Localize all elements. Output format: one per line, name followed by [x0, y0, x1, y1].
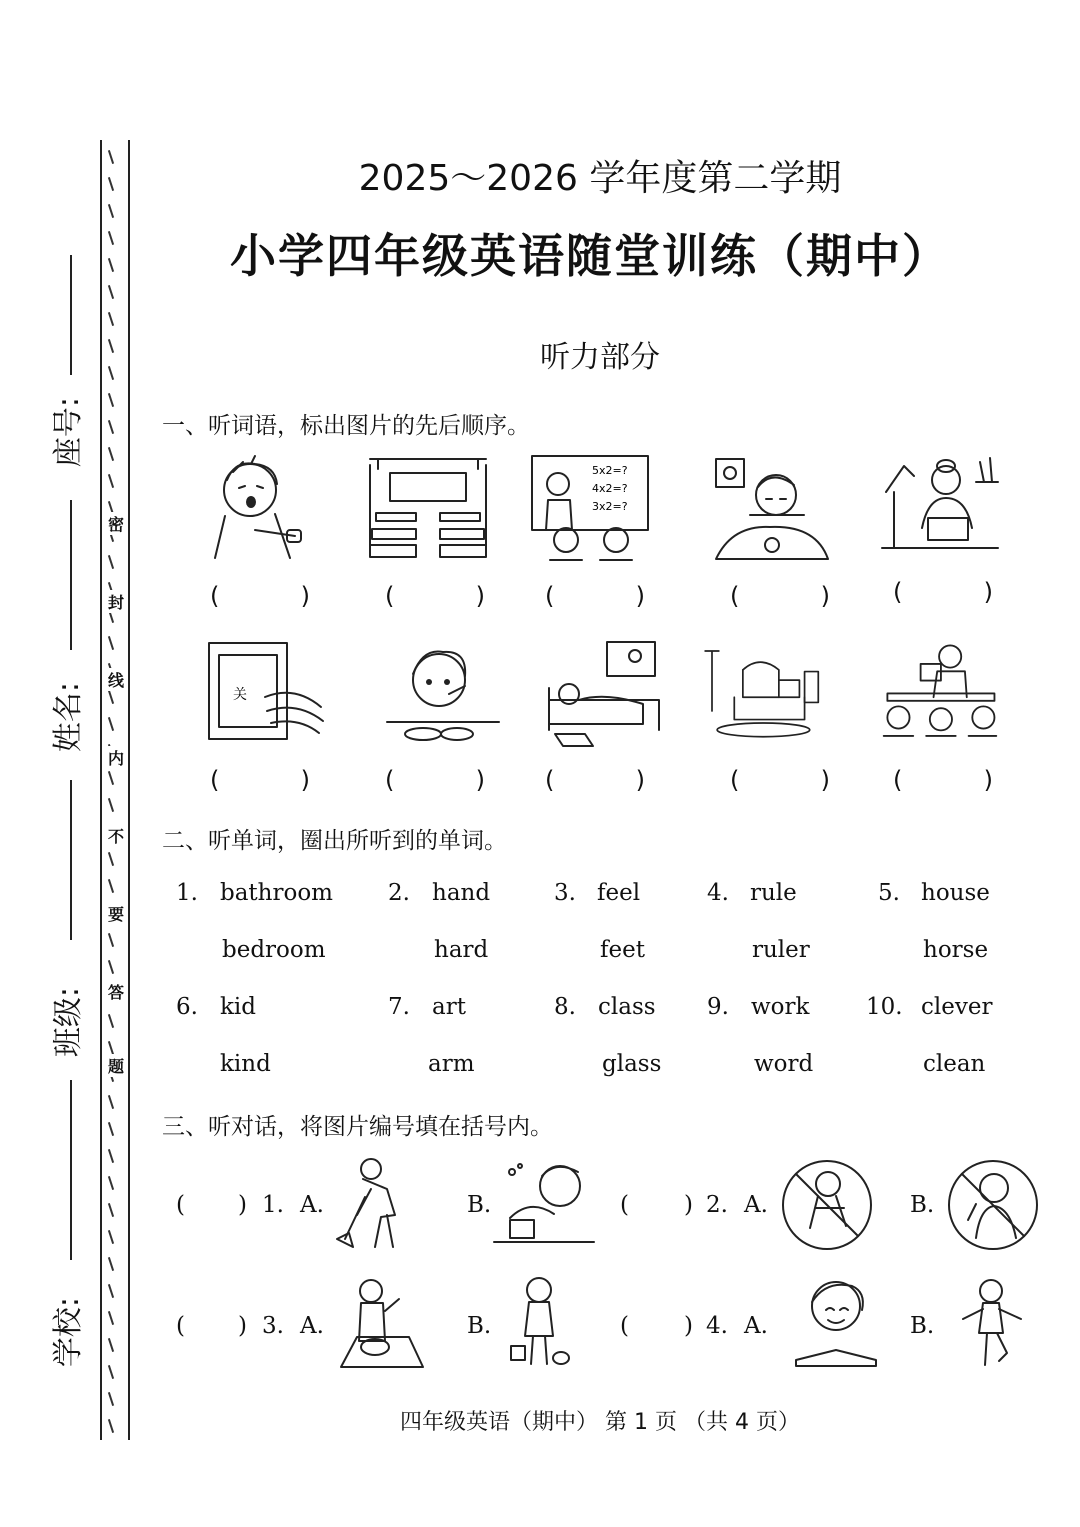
option-b-label: B.: [467, 1192, 492, 1218]
word-option[interactable]: rule: [750, 880, 797, 906]
board-line-2: 4x2=?: [592, 482, 628, 495]
binding-dash: [108, 1257, 114, 1271]
item-number: 8.: [554, 994, 576, 1020]
binding-dash: [108, 1203, 114, 1217]
answer-bracket[interactable]: ( ): [545, 582, 645, 610]
name-label: 姓名:: [51, 681, 86, 753]
word-option[interactable]: clever: [921, 994, 993, 1020]
answer-bracket[interactable]: ( ): [893, 578, 993, 606]
binding-dash: [108, 1014, 114, 1028]
option-a-label: A.: [300, 1192, 324, 1218]
binding-dash: [108, 204, 114, 218]
word-option[interactable]: work: [751, 994, 810, 1020]
name-field[interactable]: [70, 500, 72, 650]
class-label: 班级:: [51, 986, 86, 1058]
seal-char: 不: [104, 824, 128, 847]
option-b-label: B.: [910, 1192, 935, 1218]
school-field[interactable]: [70, 1080, 72, 1260]
item-number: 1.: [176, 880, 198, 906]
option-a-label: A.: [300, 1313, 324, 1339]
boy-sweeping-icon[interactable]: [335, 1155, 425, 1250]
seat-label: 座号:: [51, 396, 86, 468]
woman-laptop-icon: [880, 452, 1000, 562]
answer-paren-open[interactable]: (: [176, 1192, 185, 1218]
binding-dash: [108, 1284, 114, 1298]
part1-heading: 一、听词语，标出图片的先后顺序。: [162, 413, 530, 439]
item-number: 2.: [388, 880, 410, 906]
switch-label: 关: [233, 687, 247, 703]
word-option[interactable]: bedroom: [222, 937, 326, 963]
word-option[interactable]: house: [921, 880, 990, 906]
boy-waking-icon: [712, 455, 832, 565]
answer-bracket[interactable]: ( ): [385, 766, 485, 794]
answer-paren-open[interactable]: (: [176, 1313, 185, 1339]
binding-dash: [108, 1338, 114, 1352]
item-number: 6.: [176, 994, 198, 1020]
binding-dash: [108, 933, 114, 947]
item-number: 4.: [706, 1313, 728, 1339]
item-number: 5.: [878, 880, 900, 906]
word-option[interactable]: horse: [923, 937, 989, 963]
binding-dash: [108, 312, 114, 326]
boy-bed-icon: [545, 638, 665, 748]
item-number: 7.: [388, 994, 410, 1020]
word-option[interactable]: hard: [434, 937, 489, 963]
binding-dash: [108, 636, 114, 650]
item-number: 4.: [707, 880, 729, 906]
girl-dancing-icon[interactable]: [955, 1275, 1030, 1370]
page-footer: 四年级英语（期中） 第 1 页 （共 4 页）: [400, 1410, 800, 1435]
part2-heading: 二、听单词，圈出所听到的单词。: [162, 828, 507, 854]
answer-paren-close: ): [684, 1313, 693, 1339]
seal-char: 内: [104, 746, 128, 769]
binding-dash: [108, 555, 114, 569]
class-field[interactable]: [70, 780, 72, 940]
binding-dash: [108, 393, 114, 407]
answer-bracket[interactable]: ( ): [385, 582, 485, 610]
binding-dash: [108, 1311, 114, 1325]
girl-cooking-icon[interactable]: [335, 1275, 430, 1370]
binding-dash: [108, 960, 114, 974]
no-running-icon[interactable]: [780, 1158, 875, 1253]
girl-eating-icon: [383, 640, 503, 750]
option-a-label: A.: [744, 1192, 768, 1218]
seal-char: 答: [104, 980, 128, 1003]
word-option[interactable]: ruler: [752, 937, 810, 963]
word-option[interactable]: kind: [220, 1051, 271, 1077]
binding-dash: [108, 1041, 114, 1055]
answer-bracket[interactable]: ( ): [210, 766, 310, 794]
binding-dash: [108, 717, 114, 731]
answer-paren-close: ): [238, 1192, 247, 1218]
option-b-label: B.: [910, 1313, 935, 1339]
teacher-math-icon: [530, 452, 650, 562]
word-option[interactable]: feet: [600, 937, 645, 963]
binding-dash: [108, 1122, 114, 1136]
binding-dash: [108, 1365, 114, 1379]
board-line-3: 3x2=?: [592, 500, 628, 513]
answer-bracket[interactable]: ( ): [210, 582, 310, 610]
seal-char: 要: [104, 902, 128, 925]
binding-dash: [108, 1176, 114, 1190]
no-eating-icon[interactable]: [946, 1158, 1041, 1253]
binding-dash: [108, 771, 114, 785]
word-option[interactable]: bathroom: [220, 880, 333, 906]
word-option[interactable]: arm: [428, 1051, 475, 1077]
binding-dash: [108, 690, 114, 704]
item-number: 1.: [262, 1192, 284, 1218]
word-option[interactable]: feel: [597, 880, 641, 906]
page-title: 小学四年级英语随堂训练（期中）: [230, 229, 950, 283]
answer-paren-close: ): [684, 1192, 693, 1218]
classroom-icon: [368, 455, 488, 565]
seal-char: 题: [104, 1054, 128, 1077]
close-switch-icon: [205, 635, 325, 745]
answer-bracket[interactable]: ( ): [730, 582, 830, 610]
answer-paren-open[interactable]: (: [620, 1192, 629, 1218]
binding-dash: [108, 1149, 114, 1163]
binding-dash: [108, 447, 114, 461]
item-number: 9.: [707, 994, 729, 1020]
option-b-label: B.: [467, 1313, 492, 1339]
binding-dash: [108, 474, 114, 488]
board-line-1: 5x2=?: [592, 464, 628, 477]
item-number: 10.: [866, 994, 903, 1020]
school-label: 学校:: [51, 1296, 86, 1368]
word-option[interactable]: art: [432, 994, 466, 1020]
binding-dash: [108, 879, 114, 893]
word-option[interactable]: class: [598, 994, 656, 1020]
answer-bracket[interactable]: ( ): [545, 766, 645, 794]
binding-dash: [108, 1230, 114, 1244]
late-boy-icon: [195, 450, 315, 560]
answer-paren-open[interactable]: (: [620, 1313, 629, 1339]
binding-dash: [108, 852, 114, 866]
word-option[interactable]: glass: [602, 1051, 662, 1077]
binding-dash: [108, 420, 114, 434]
item-number: 3.: [262, 1313, 284, 1339]
term-title: 2025～2026 学年度第二学期: [358, 158, 842, 199]
answer-paren-close: ): [238, 1313, 247, 1339]
word-option[interactable]: kid: [220, 994, 257, 1020]
boy-washing-icon[interactable]: [490, 1158, 598, 1248]
binding-dash: [108, 1392, 114, 1406]
word-option[interactable]: hand: [432, 880, 491, 906]
option-a-label: A.: [744, 1313, 768, 1339]
binding-dash: [108, 285, 114, 299]
section-title: 听力部分: [540, 340, 660, 375]
answer-bracket[interactable]: ( ): [893, 766, 993, 794]
seal-char: 线: [104, 668, 128, 691]
seal-char: 封: [104, 590, 128, 613]
binding-dash: [108, 1095, 114, 1109]
part3-heading: 三、听对话，将图片编号填在括号内。: [162, 1114, 553, 1140]
word-option[interactable]: clean: [923, 1051, 986, 1077]
word-option[interactable]: word: [754, 1051, 814, 1077]
seal-char: 密: [104, 512, 128, 535]
item-number: 2.: [706, 1192, 728, 1218]
answer-bracket[interactable]: ( ): [730, 766, 830, 794]
teacher-class-icon: [880, 632, 1000, 742]
girl-cleaning-icon[interactable]: [505, 1272, 575, 1370]
binding-dash: [108, 798, 114, 812]
item-number: 3.: [554, 880, 576, 906]
girl-reading-icon[interactable]: [786, 1276, 886, 1368]
bedroom-icon: [700, 638, 820, 748]
